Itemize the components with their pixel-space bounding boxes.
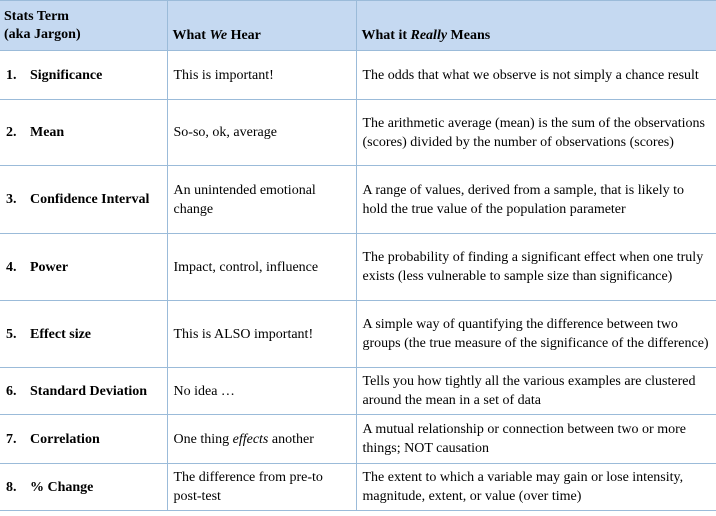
- term-number: 5.: [6, 326, 17, 342]
- table-header: [0, 1, 716, 51]
- hear-text: No idea …: [173, 383, 235, 399]
- term-cell: [0, 301, 167, 368]
- term-label: Mean: [30, 125, 65, 140]
- means-cell: Tells you how tightly all the various examples are clustered around the mean in a set of data: [356, 368, 716, 415]
- hear-cell: [167, 100, 356, 166]
- table-row: [0, 464, 716, 511]
- term-label: Standard Deviation: [30, 383, 148, 399]
- term-cell: [0, 464, 167, 511]
- means-cell: The arithmetic average (mean) is the sum of the observations (scores) divided by the number of observations (scores): [356, 100, 716, 166]
- means-cell: The probability of finding a significant effect when one truly exists (less vulnerable to sample size than significance): [356, 234, 716, 301]
- table-row: [0, 166, 716, 234]
- table-row: [0, 415, 716, 464]
- means-cell: The odds that what we observe is not simply a chance result: [356, 51, 716, 100]
- term-label: Effect size: [30, 326, 92, 342]
- hear-cell: [167, 301, 356, 368]
- hear-cell: [167, 234, 356, 301]
- term-cell: [0, 166, 167, 234]
- term-number: 1.: [6, 67, 17, 83]
- hear-cell: [167, 51, 356, 100]
- header-what-we-hear-post: Hear: [227, 28, 261, 43]
- header-really-means-em: Really: [410, 28, 448, 43]
- hear-text-post: another: [268, 431, 314, 447]
- hear-text: Impact, control, influence: [173, 259, 319, 275]
- table-row: [0, 234, 716, 301]
- hear-text: One thing: [173, 431, 233, 447]
- term-cell: [0, 415, 167, 464]
- term-label: Power: [30, 259, 69, 275]
- table-row: [0, 51, 716, 100]
- hear-text: This is ALSO important!: [173, 326, 314, 342]
- header-what-we-hear-em: We: [209, 28, 228, 43]
- header-really-means-pre: What it: [361, 28, 411, 43]
- term-cell: [0, 368, 167, 415]
- term-cell: [0, 51, 167, 100]
- term-number: 6.: [6, 383, 17, 399]
- hear-cell: [167, 464, 356, 511]
- term-cell: [0, 234, 167, 301]
- means-cell: A mutual relationship or connection between two or more things; NOT causation: [356, 415, 716, 464]
- header-what-it-really-means: [356, 1, 716, 51]
- term-cell: [0, 100, 167, 166]
- header-what-we-hear-pre: What: [172, 28, 210, 43]
- header-really-means-post: Means: [447, 28, 491, 43]
- hear-cell: [167, 368, 356, 415]
- hear-text: The difference from pre-to post-test: [173, 470, 323, 504]
- term-number: 8.: [6, 479, 17, 495]
- means-cell: A simple way of quantifying the difference between two groups (the true measure of the significance of the difference): [356, 301, 716, 368]
- term-label: Confidence Interval: [30, 192, 150, 207]
- term-label: Correlation: [30, 431, 100, 447]
- means-cell: The extent to which a variable may gain or lose intensity, magnitude, extent, or value (over time): [356, 464, 716, 511]
- header-row: [0, 1, 716, 51]
- hear-cell: [167, 415, 356, 464]
- hear-cell: [167, 166, 356, 234]
- term-number: 4.: [6, 259, 17, 275]
- table-row: [0, 368, 716, 415]
- means-cell: A range of values, derived from a sample, that is likely to hold the true value of the population parameter: [356, 166, 716, 234]
- term-number: 3.: [6, 192, 17, 207]
- term-number: 2.: [6, 125, 17, 140]
- header-what-we-hear: [167, 1, 356, 51]
- table-row: [0, 301, 716, 368]
- table-body: [0, 51, 716, 511]
- term-label: % Change: [30, 479, 94, 495]
- hear-text: This is important!: [173, 67, 274, 83]
- hear-text: So-so, ok, average: [173, 125, 277, 140]
- header-stats-term-line1: Stats Term: [4, 9, 69, 24]
- hear-text-em: effects: [232, 431, 269, 447]
- term-label: Significance: [30, 67, 103, 83]
- header-stats-term: [0, 1, 167, 51]
- hear-text: An unintended emotional change: [173, 182, 316, 217]
- term-number: 7.: [6, 431, 17, 447]
- table-row: [0, 100, 716, 166]
- header-stats-term-line2: (aka Jargon): [4, 27, 81, 42]
